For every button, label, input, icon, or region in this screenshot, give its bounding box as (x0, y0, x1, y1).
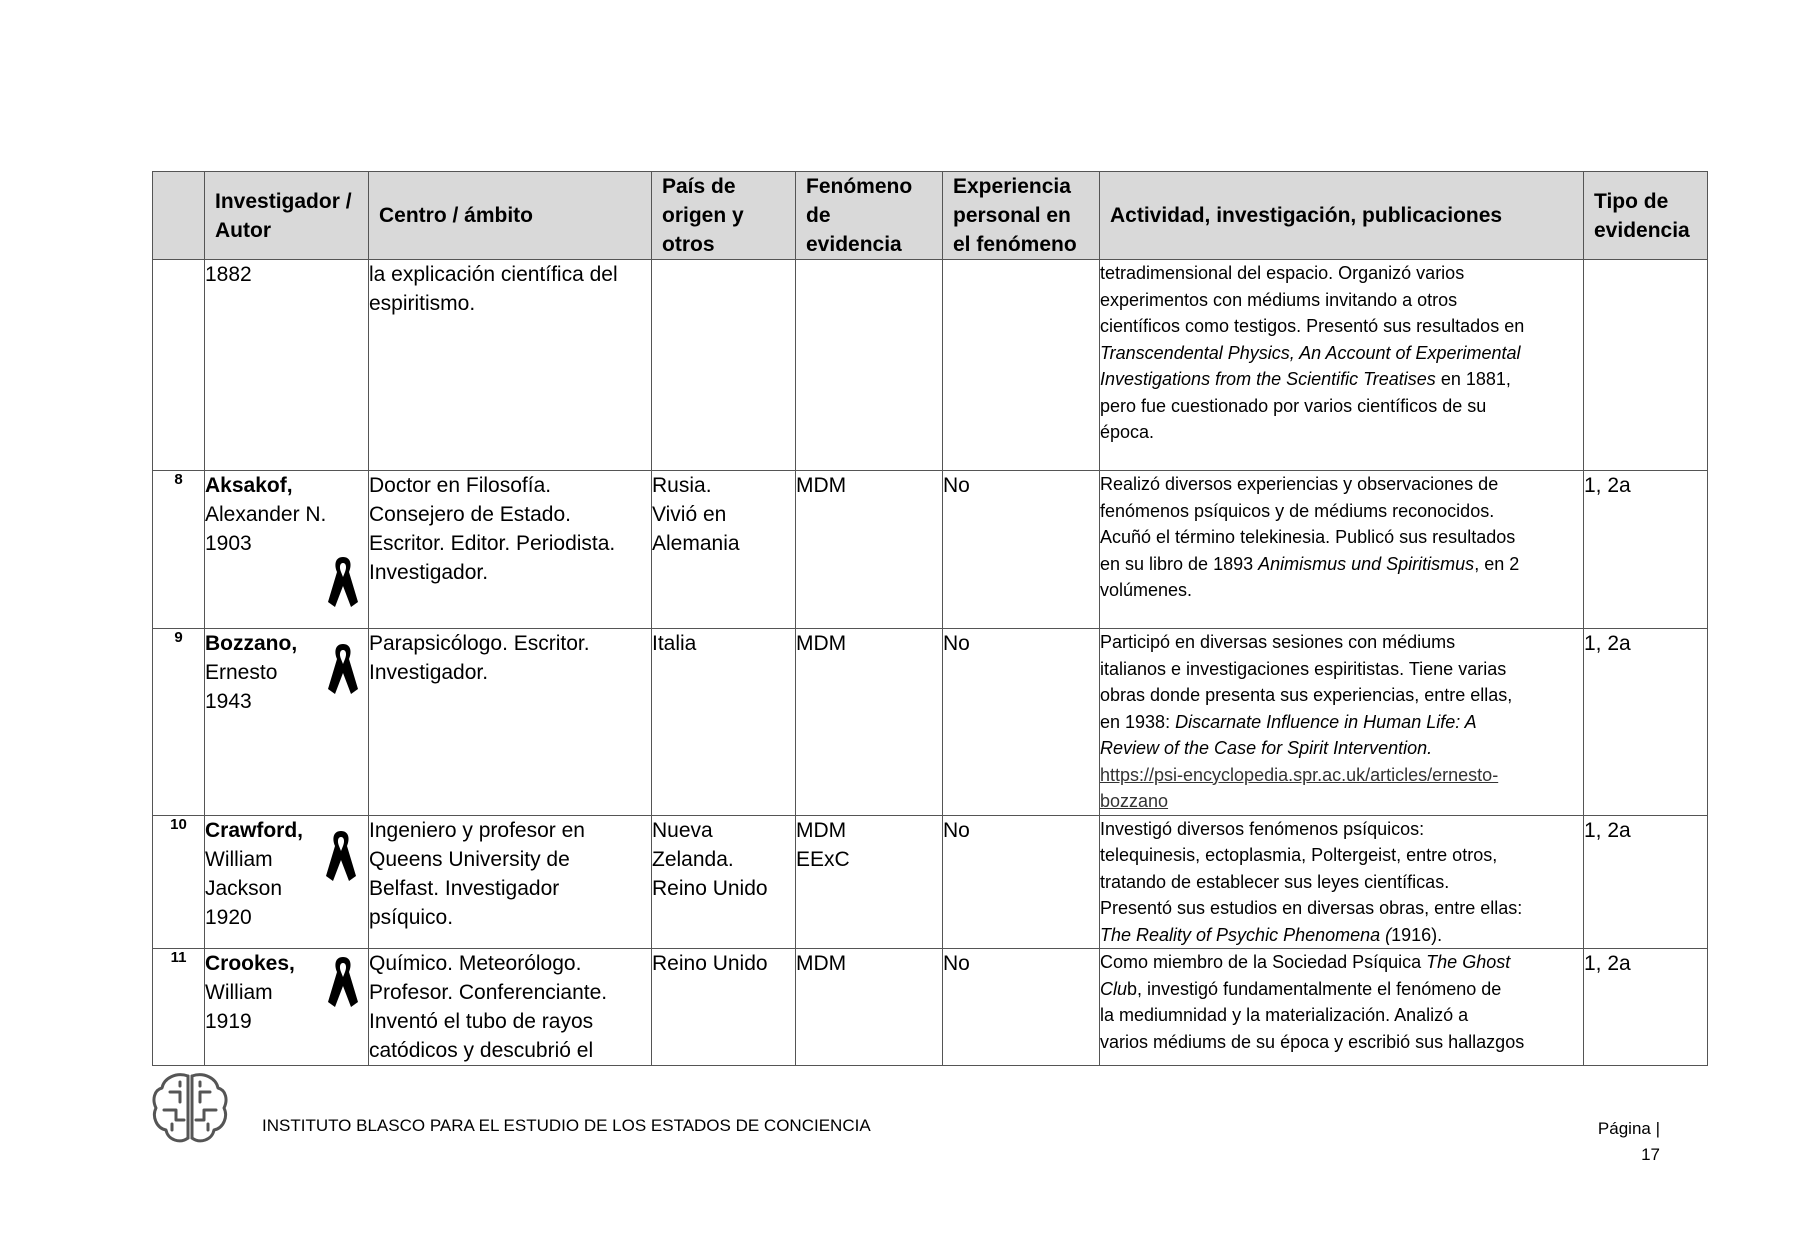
pais-cell: Italia (652, 629, 796, 816)
researchers-table (152, 171, 1708, 1066)
source-link[interactable]: https://psi-encyclopedia.spr.ac.uk/articles/ernesto- (1100, 764, 1499, 785)
experiencia-cell: No (943, 949, 1100, 1066)
row-number: 9 (153, 629, 205, 816)
centro-cell: Doctor en Filosofía. Consejero de Estado. Escritor. Editor. Periodista. Investigador. (369, 471, 652, 629)
author-cell: Crawford, William Jackson 1920 (205, 815, 369, 949)
brain-maze-logo-icon (150, 1070, 230, 1145)
row-number (153, 260, 205, 471)
row-number: 8 (153, 471, 205, 629)
actividad-pre-part: Como miembro de la Sociedad Psíquica (1100, 952, 1427, 972)
header-fenomeno: Fenómeno de evidencia (796, 172, 943, 260)
fenomeno-cell: MDM (796, 629, 943, 816)
experiencia-cell: No (943, 815, 1100, 949)
source-link[interactable]: bozzano (1100, 791, 1169, 811)
table-row (153, 260, 1708, 471)
centro-cell: la explicación científica del espiritismo. (369, 260, 652, 471)
mourning-ribbon-icon (326, 642, 360, 696)
actividad-cell: tetradimensional del espacio. Organizó varios experimentos con médiums invitando a otros científicos como testigos. Presentó sus resultados en Transcendental Physics, An Account of Experimental Investigations from the Scientific Treatises en 1881, pero fue cuestionado por varios científicos de su época. (1100, 260, 1584, 471)
experiencia-cell: No (943, 471, 1100, 629)
actividad-title-part: Animismus und Spiritismus (1258, 553, 1475, 574)
fenomeno-cell: MDM (796, 471, 943, 629)
actividad-rest-part: b, investigó fundamentalmente el fenómeno de (1127, 978, 1502, 999)
actividad-mixed-line (1100, 366, 1583, 393)
table-row (153, 471, 1708, 629)
actividad-cell: Investigó diversos fenómenos psíquicos: telequinesis, ectoplasmia, Poltergeist, entre otros, tratando de establecer sus leyes científicas. Presentó sus estudios en diversas obras, entre ellas: The Reality of Psychic Phenomena (1916). (1100, 815, 1584, 949)
pais-cell: Reino Unido (652, 949, 796, 1066)
fenomeno-cell: MDM EExC (796, 815, 943, 949)
actividad-title-part: Discarnate Influence in Human Life: A (1175, 711, 1477, 732)
actividad-title-part: The Reality of Psychic Phenomena ( (1100, 924, 1392, 945)
author-cell: 1882 (205, 260, 369, 471)
actividad-pre-part: en su libro de 1893 (1100, 553, 1259, 574)
actividad-title-part: Clu (1100, 978, 1128, 999)
table-row (153, 629, 1708, 816)
header-num (153, 172, 205, 260)
fenomeno-cell (796, 260, 943, 471)
actividad-rest-part: , en 2 (1474, 553, 1520, 574)
actividad-mixed-line (1100, 922, 1583, 949)
row-number: 10 (153, 815, 205, 949)
centro-cell: Parapsicólogo. Escritor. Investigador. (369, 629, 652, 816)
actividad-cell: Como miembro de la Sociedad Psíquica The Ghost Club, investigó fundamentalmente el fenómeno de la mediumnidad y la materialización. Analizó a varios médiums de su época y escribió sus hallazgos (1100, 949, 1584, 1066)
row-number: 11 (153, 949, 205, 1066)
page-label: Página | (1597, 1119, 1660, 1138)
pais-cell: Nueva Zelanda. Reino Unido (652, 815, 796, 949)
actividad-pre-part: en 1938: (1100, 711, 1176, 732)
table-row (153, 815, 1708, 949)
author-cell: Crookes, William 1919 (205, 949, 369, 1066)
table-row (153, 949, 1708, 1066)
actividad-cell: Participó en diversas sesiones con médiums italianos e investigaciones espiritistas. Tiene varias obras donde presenta sus experiencias, entre ellas, en 1938: Discarnate Influence in Human Life: A Review of the Case for Spirit Intervention. https://psi-encyclopedia.spr.ac.uk/articles/ernesto- bozzano (1100, 629, 1584, 816)
header-author: Investigador / Autor (205, 172, 369, 260)
mourning-ribbon-icon (326, 555, 360, 609)
mourning-ribbon-icon (324, 829, 358, 883)
header-actividad: Actividad, investigación, publicaciones (1100, 172, 1584, 260)
actividad-mixed-line (1100, 551, 1583, 578)
footer-page (1570, 1116, 1660, 1168)
actividad-mixed-line (1100, 709, 1583, 736)
header-experiencia: Experiencia personal en el fenómeno (943, 172, 1100, 260)
header-centro: Centro / ámbito (369, 172, 652, 260)
pais-cell (652, 260, 796, 471)
fenomeno-cell: MDM (796, 949, 943, 1066)
centro-cell: Químico. Meteorólogo. Profesor. Conferenciante. Inventó el tubo de rayos catódicos y descubrió el (369, 949, 652, 1066)
actividad-title-part: Investigations from the Scientific Treatises (1100, 369, 1436, 389)
header-pais: País de origen y otros (652, 172, 796, 260)
tipo-cell: 1, 2a (1584, 949, 1708, 1066)
header-tipo: Tipo de evidencia (1584, 172, 1708, 260)
centro-cell: Ingeniero y profesor en Queens University de Belfast. Investigador psíquico. (369, 815, 652, 949)
tipo-cell (1584, 260, 1708, 471)
tipo-cell: 1, 2a (1584, 815, 1708, 949)
experiencia-cell: No (943, 629, 1100, 816)
actividad-mixed-line (1100, 976, 1583, 1003)
header-row (153, 172, 1708, 260)
actividad-rest-part: 1916). (1391, 924, 1443, 945)
experiencia-cell (943, 260, 1100, 471)
footer-institute: INSTITUTO BLASCO PARA EL ESTUDIO DE LOS ESTADOS DE CONCIENCIA (262, 1116, 871, 1135)
pais-cell: Rusia. Vivió en Alemania (652, 471, 796, 629)
tipo-cell: 1, 2a (1584, 629, 1708, 816)
mourning-ribbon-icon (326, 955, 360, 1009)
author-cell: Bozzano, Ernesto 1943 (205, 629, 369, 816)
page-number: 17 (1641, 1145, 1660, 1164)
actividad-title-part: The Ghost (1426, 952, 1511, 972)
actividad-rest-part: en 1881, (1435, 369, 1511, 389)
actividad-cell: Realizó diversos experiencias y observaciones de fenómenos psíquicos y de médiums reconocidos. Acuñó el término telekinesia. Publicó sus resultados en su libro de 1893 Animismus und Spiritismus, en 2 volúmenes. (1100, 471, 1584, 629)
tipo-cell: 1, 2a (1584, 471, 1708, 629)
author-cell: Aksakof, Alexander N. 1903 (205, 471, 369, 629)
actividad-mixed-line (1100, 949, 1583, 976)
